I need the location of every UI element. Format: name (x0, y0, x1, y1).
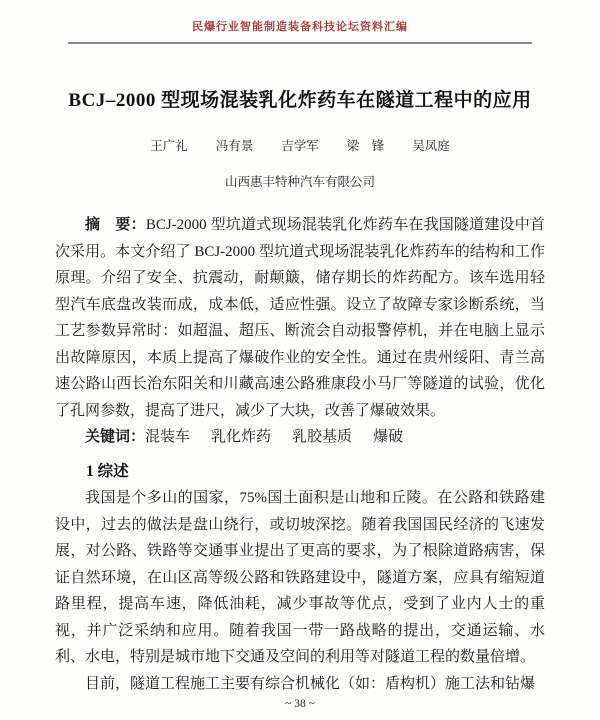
author: 冯有景 (215, 139, 254, 153)
authors-row (0, 138, 600, 154)
author: 吉学军 (281, 139, 319, 153)
abstract-label: 摘 要： (85, 217, 146, 233)
keyword-item: 混装车 (145, 429, 191, 445)
keyword-item: 乳化炸药 (211, 429, 272, 445)
abstract-text: BCJ-2000 型坑道式现场混装乳化炸药车在我国隧道建设中首次采用。本文介绍了 BCJ-2000 型坑道式现场混装乳化炸药车的结构和工作原理。介绍了安全、抗震动，耐颠簸，储存期长的炸药配方。该车选用轻型汽车底盘改装而成，成本低，适应性强。设立了故障专家诊断系统，当工艺参数异常时：如超温、超压、断流会自动报警停机，并在电脑上显示出故障原因，本质上提高了爆破作业的安全性。通过在贵州绥阳、青兰高速公路山西长治东阳关和川藏高速公路雅康段小马厂等隧道的试验，优化了孔网参数，提高了进尺，减少了大块，改善了爆破效果。 (55, 217, 545, 419)
author: 王广礼 (150, 139, 188, 153)
header-rule (68, 42, 532, 44)
page-title: BCJ–2000 型现场混装乳化炸药车在隧道工程中的应用 (68, 90, 532, 111)
paper-body (55, 212, 545, 697)
abstract-paragraph (55, 212, 545, 424)
keyword-item: 乳胶基质 (292, 429, 353, 445)
keywords-label: 关键词： (85, 429, 146, 445)
keywords-line (55, 424, 545, 451)
author: 梁 锋 (346, 139, 385, 153)
affiliation: 山西惠丰特种汽车有限公司 (224, 175, 375, 189)
body-paragraph: 我国是个多山的国家，75%国土面积是山地和丘陵。在公路和铁路建设中，过去的做法是盘山绕行，或切坡深挖。随着我国国民经济的飞速发展，对公路、铁路等交通事业提出了更高的要求，为了根除道路病害，保证自然环境，在山区高等级公路和铁路建设中，隧道方案，应具有缩短道路里程，提高车速，降低油耗，减少事故等优点，受到了业内人士的重视，并广泛采纳和应用。随着我国一带一路战略的提出，交通运输、水利、水电，特别是城市地下交通及空间的利用等对隧道工程的数量倍增。 (55, 490, 545, 665)
page-number: ~ 38 ~ (0, 697, 600, 712)
section-heading: 1 综述 (86, 462, 129, 480)
body-paragraph: 目前，隧道工程施工主要有综合机械化（如：盾构机）施工法和钻爆 (85, 675, 536, 692)
author: 吴凤庭 (412, 139, 450, 153)
keyword-item: 爆破 (373, 429, 404, 445)
journal-header: 民爆行业智能制造装备科技论坛资料汇编 (192, 21, 408, 33)
